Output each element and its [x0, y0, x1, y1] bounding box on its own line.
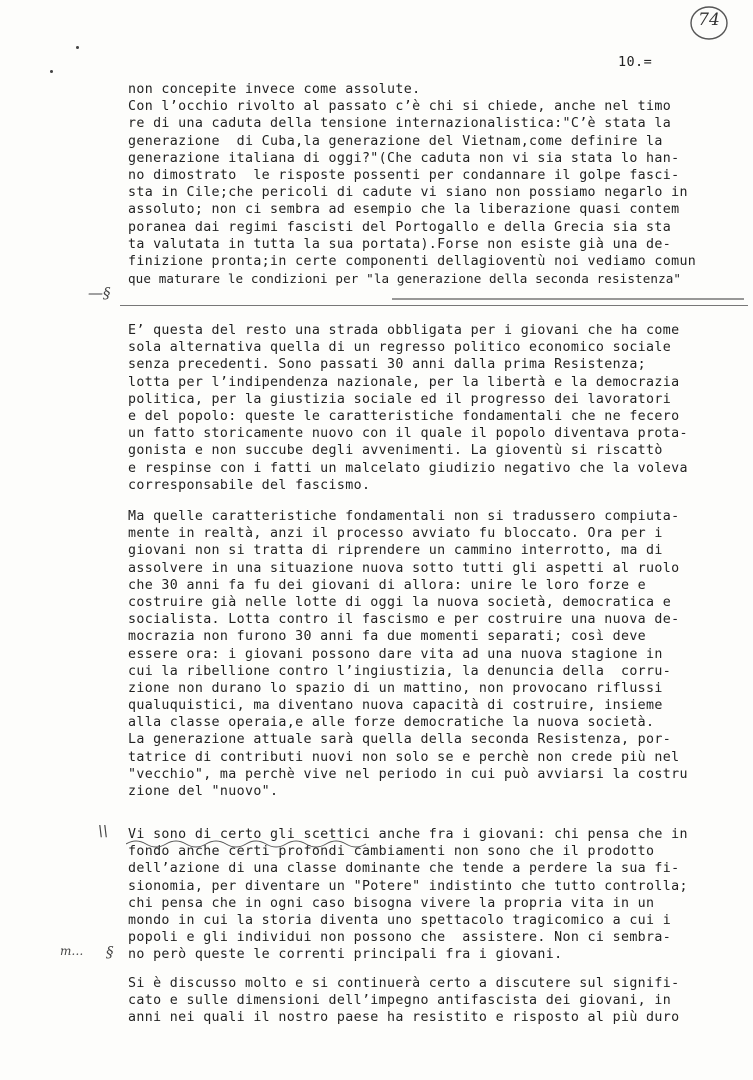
text-line: mente in realtà, anzi il processo avviato fu bloccato. Ora per i: [128, 526, 663, 542]
text-line: cato e sulle dimensioni dell’impegno antifascista dei giovani, in: [128, 993, 672, 1009]
margin-mark-section-end: §: [106, 943, 114, 961]
text-line: giovani non si tratta di riprendere un cammino interrotto, ma di: [128, 543, 663, 559]
text-line: senza precedenti. Sono passati 30 anni dalla prima Resistenza;: [128, 357, 647, 373]
text-line: corresponsabile del fascismo.: [128, 477, 371, 493]
text-line: cui la ribellione contro l’ingiustizia, la denuncia della corru-: [128, 663, 672, 679]
text-line: gonista e non succube degli avvenimenti. La gioventù si riscattò: [128, 443, 663, 459]
text-line: assoluto; non ci sembra ad esempio che la liberazione quasi contem: [128, 202, 680, 218]
margin-mark-section: —§: [88, 284, 111, 302]
text-line: E’ questa del resto una strada obbligata per i giovani che ha come: [128, 323, 680, 338]
text-line: lotta per l’indipendenza nazionale, per la libertà e la democrazia: [128, 374, 680, 390]
text-line: poranea dai regimi fascisti del Portogallo e della Grecia sia sta: [128, 219, 672, 235]
text-line: un fatto storicamente nuovo con il quale il popolo diventava prota-: [128, 426, 688, 442]
ink-speck: [50, 70, 53, 73]
text-line: anni nei quali il nostro paese ha resistito e risposto al più duro: [128, 1010, 680, 1026]
text-line: tatrice di contributi nuovi non solo se e perchè non crede più nel: [128, 749, 680, 765]
paragraph-2: [128, 322, 743, 494]
text-line-underlined: que maturare le condizioni per "la generazione della seconda resistenza": [128, 271, 682, 287]
text-line: no dimostrato le risposte possenti per condannare il golpe fasci-: [128, 167, 680, 183]
text-line: Con l’occhio rivolto al passato c’è chi si chiede, anche nel timo: [128, 99, 672, 115]
text-line: finizione pronta;in certe componenti dellagioventù noi vediamo comun: [128, 253, 697, 269]
text-line: sionomia, per diventare un "Potere" indistinto che tutto controlla;: [128, 878, 688, 894]
text-line: ta valutata in tutta la sua portata).Forse non esiste già una de-: [128, 236, 672, 252]
text-line: mondo in cui la storia diventa uno spettacolo tragicomico a cui i: [128, 912, 672, 928]
text-line: sola alternativa quella di un regresso politico economico sociale: [128, 340, 672, 356]
text-line: Si è discusso molto e si continuerà certo a discutere sul signifi-: [128, 976, 680, 991]
text-line: zione non durano lo spazio di un mattino, non provocano riflussi: [128, 680, 663, 696]
text-line: e del popolo: queste le caratteristiche fondamentali che ne fecero: [128, 408, 680, 424]
underline-stroke: [392, 297, 744, 301]
handwritten-underline: [126, 838, 376, 848]
text-line: fondo anche certi profondi cambiamenti non sono che il prodotto: [128, 844, 655, 860]
paragraph-1: [128, 81, 743, 287]
text-line: alla classe operaia,e alle forze democratiche la nuova società.: [128, 715, 655, 731]
text-line: assolvere in una situazione nuova sotto tutti gli aspetti al ruolo: [128, 560, 680, 576]
text-line: sta in Cile;che pericoli di cadute vi siano non possiamo negarlo in: [128, 185, 688, 201]
text-line: Ma quelle caratteristiche fondamentali non si tradussero compiuta-: [128, 509, 680, 524]
text-line: Vi sono di certo gli scettici anche fra i giovani: chi pensa che in: [128, 827, 688, 842]
text-line: che 30 anni fa fu dei giovani di allora: unire le loro forze e: [128, 577, 647, 593]
text-line: socialista. Lotta contro il fascismo e per costruire una nuova de-: [128, 612, 680, 628]
text-line: generazione di Cuba,la generazione del Vietnam,come definire la: [128, 133, 663, 149]
text-line: dell’azione di una classe dominante che tende a perdere la sua fi-: [128, 861, 680, 877]
text-line: La generazione attuale sarà quella della seconda Resistenza, por-: [128, 732, 672, 748]
text-line: no però queste le correnti principali fra i giovani.: [128, 947, 563, 963]
text-line: qualuquistici, ma diventano nuova capacità di costruire, insieme: [128, 698, 663, 714]
text-line: mocrazia non furono 30 anni fa due momenti separati; così deve: [128, 629, 647, 645]
paragraph-3: [128, 508, 743, 800]
ink-speck: [76, 46, 79, 49]
text-line: popoli e gli individui non possono che assistere. Non ci sembra-: [128, 930, 672, 946]
text-line: chi pensa che in ogni caso bisogna vivere la propria vita in un: [128, 895, 655, 911]
text-line: costruire già nelle lotte di oggi la nuova società, democratica e: [128, 594, 672, 610]
margin-mark-parallel: \\: [98, 822, 109, 840]
text-line: generazione italiana di oggi?"(Che caduta non vi sia stata lo han-: [128, 150, 680, 166]
folio-stamp: [688, 4, 730, 42]
text-line: zione del "nuovo".: [128, 784, 279, 799]
text-line: e respinse con i fatti un malcelato giudizio negativo che la voleva: [128, 460, 688, 476]
text-line: re di una caduta della tensione internazionalistica:"C’è stata la: [128, 116, 672, 132]
margin-scribble: m…: [60, 944, 84, 958]
text-line: politica, per la giustizia sociale ed il progresso dei lavoratori: [128, 391, 672, 407]
separator-rule: [120, 305, 748, 306]
text-line: non concepite invece come assolute.: [128, 82, 421, 97]
page-number: 10.=: [618, 54, 653, 70]
text-line: "vecchio", ma perchè vive nel periodo in cui può avviarsi la costru: [128, 766, 688, 782]
text-line: essere ora: i giovani possono dare vita ad una nuova stagione in: [128, 646, 663, 662]
paragraph-5: [128, 975, 743, 1027]
folio-number: 74: [698, 10, 720, 30]
